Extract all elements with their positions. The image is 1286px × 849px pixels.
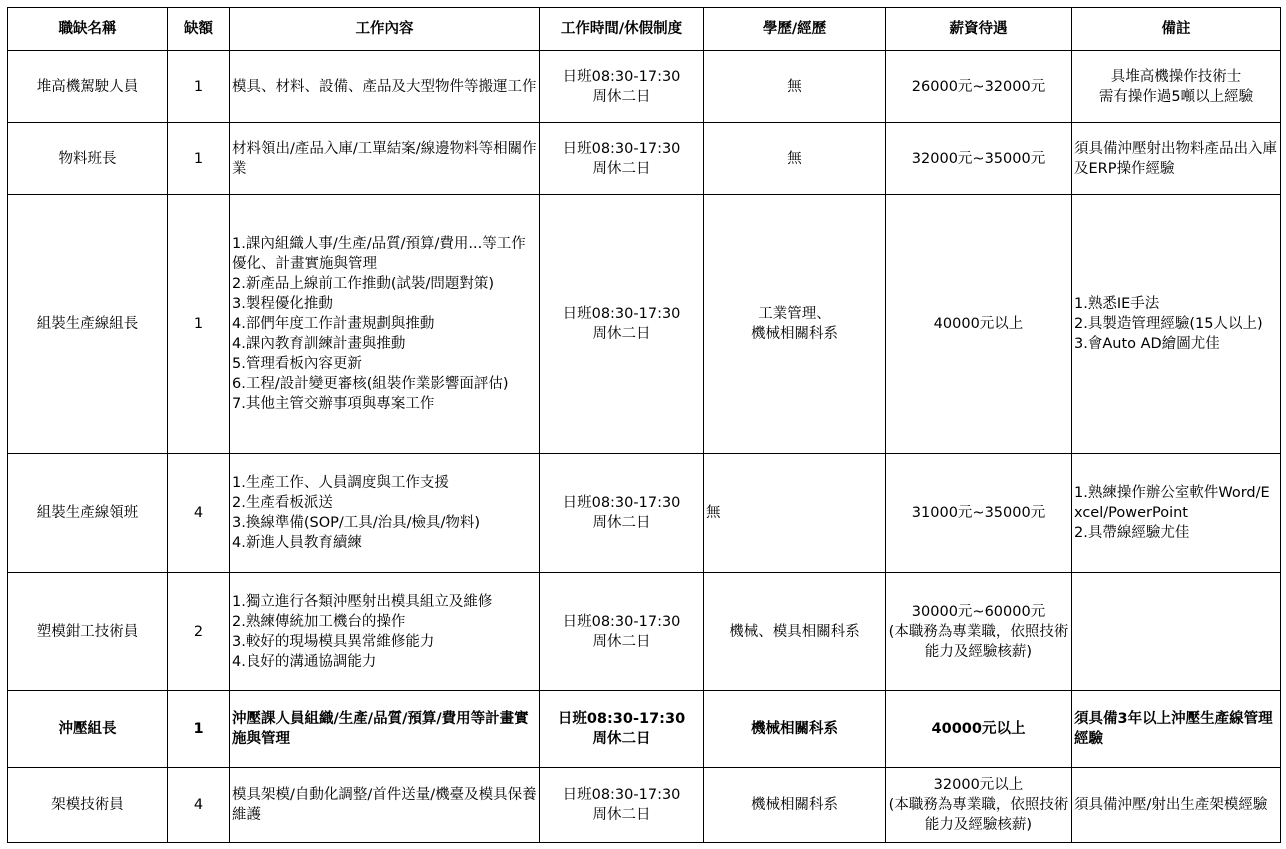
job-salary: 30000元~60000元 (本職務為專業職，依照技術能力及經驗核薪)	[886, 573, 1072, 691]
job-duties: 1.獨立進行各類沖壓射出模具組立及維修 2.熟練傳統加工機台的操作 3.較好的現場模具異常維修能力 4.良好的溝通協調能力	[230, 573, 540, 691]
job-salary: 32000元以上 (本職務為專業職，依照技術能力及經驗核薪)	[886, 768, 1072, 843]
header-salary: 薪資待遇	[886, 8, 1072, 51]
job-openings: 1	[168, 195, 230, 454]
job-title: 組裝生產線組長	[8, 195, 168, 454]
job-education: 無	[704, 123, 886, 195]
job-education: 機械相關科系	[704, 768, 886, 843]
table-row	[8, 51, 1281, 123]
job-notes: 1.熟練操作辦公室軟件Word/Excel/PowerPoint 2.具帶線經驗尤佳	[1072, 454, 1281, 573]
job-schedule: 日班08:30-17:30 周休二日	[540, 454, 704, 573]
header-education: 學歷/經歷	[704, 8, 886, 51]
job-openings: 1	[168, 123, 230, 195]
job-schedule: 日班08:30-17:30 周休二日	[540, 573, 704, 691]
job-duties: 1.生產工作、人員調度與工作支援 2.生產看板派送 3.換線準備(SOP/工具/治具/檢具/物料) 4.新進人員教育續練	[230, 454, 540, 573]
header-notes: 備註	[1072, 8, 1281, 51]
job-schedule: 日班08:30-17:30 周休二日	[540, 123, 704, 195]
table-row	[8, 573, 1281, 691]
table-row	[8, 454, 1281, 573]
job-openings-table	[7, 7, 1281, 843]
job-salary: 40000元以上	[886, 691, 1072, 768]
job-schedule: 日班08:30-17:30 周休二日	[540, 195, 704, 454]
job-notes: 須具備3年以上沖壓生產線管理經驗	[1072, 691, 1281, 768]
job-education: 無	[704, 51, 886, 123]
job-salary: 26000元~32000元	[886, 51, 1072, 123]
job-title: 組裝生產線領班	[8, 454, 168, 573]
job-duties: 模具架模/自動化調整/首件送量/機臺及模具保養維護	[230, 768, 540, 843]
job-salary: 40000元以上	[886, 195, 1072, 454]
header-row	[8, 8, 1281, 51]
header-title: 職缺名稱	[8, 8, 168, 51]
job-education: 無	[704, 454, 886, 573]
job-notes	[1072, 573, 1281, 691]
job-notes: 具堆高機操作技術士 需有操作過5噸以上經驗	[1072, 51, 1281, 123]
job-title: 塑模鉗工技術員	[8, 573, 168, 691]
job-duties: 1.課內組織人事/生產/品質/預算/費用...等工作優化、計畫實施與管理 2.新產品上線前工作推動(試裝/問題對策) 3.製程優化推動 4.部們年度工作計畫規劃與推動 4.課內教育訓練計畫與推動 5.管理看板內容更新 6.工程/設計變更審核(組裝作業影響面評估) 7.其他主管交辦事項與專案工作	[230, 195, 540, 454]
job-openings: 2	[168, 573, 230, 691]
job-title: 堆高機駕駛人員	[8, 51, 168, 123]
job-openings: 4	[168, 768, 230, 843]
table-row	[8, 691, 1281, 768]
job-title: 物料班長	[8, 123, 168, 195]
job-salary: 32000元~35000元	[886, 123, 1072, 195]
job-openings: 1	[168, 51, 230, 123]
job-notes: 1.熟悉IE手法 2.具製造管理經驗(15人以上) 3.會Auto AD繪圖尤佳	[1072, 195, 1281, 454]
job-schedule: 日班08:30-17:30 周休二日	[540, 51, 704, 123]
table-row	[8, 768, 1281, 843]
job-title: 沖壓組長	[8, 691, 168, 768]
job-education: 工業管理、 機械相關科系	[704, 195, 886, 454]
job-openings: 1	[168, 691, 230, 768]
job-notes: 須具備沖壓/射出生產架模經驗	[1072, 768, 1281, 843]
job-salary: 31000元~35000元	[886, 454, 1072, 573]
job-notes: 須具備沖壓射出物料產品出入庫及ERP操作經驗	[1072, 123, 1281, 195]
header-duties: 工作內容	[230, 8, 540, 51]
job-duties: 沖壓課人員組織/生產/品質/預算/費用等計畫實施與管理	[230, 691, 540, 768]
header-openings: 缺額	[168, 8, 230, 51]
job-schedule: 日班08:30-17:30 周休二日	[540, 691, 704, 768]
table-row	[8, 195, 1281, 454]
job-education: 機械、模具相關科系	[704, 573, 886, 691]
job-education: 機械相關科系	[704, 691, 886, 768]
job-schedule: 日班08:30-17:30 周休二日	[540, 768, 704, 843]
header-schedule: 工作時間/休假制度	[540, 8, 704, 51]
table-row	[8, 123, 1281, 195]
job-duties: 材料領出/產品入庫/工單結案/線邊物料等相關作業	[230, 123, 540, 195]
job-duties: 模具、材料、設備、產品及大型物件等搬運工作	[230, 51, 540, 123]
job-title: 架模技術員	[8, 768, 168, 843]
job-openings: 4	[168, 454, 230, 573]
